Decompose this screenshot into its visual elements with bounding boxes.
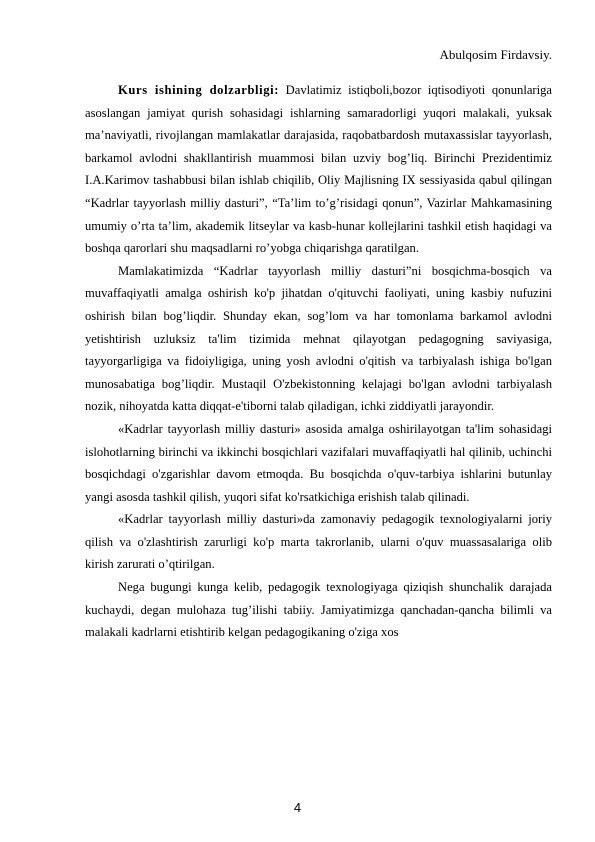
- page-number: 4: [293, 800, 302, 815]
- paragraph-text: Davlatimiz istiqboli,bozor iqtisodiyoti qonunlariga asoslangan jamiyat qurish sohasidagi ishlarning samaradorligi yuqori malakali, yuksak ma’naviyatli, rivojlangan mamlakatlar darajasida, raqobatbardosh mutaxassislar tayyorlash, barkamol avlodni shakllantirish muammosi bilan uzviy bog’liq. Birinchi Prezidentimiz I.A.Karimov tashabbusi bilan ishlab chiqilib, Oliy Majlisning IX sessiyasida qabul qilingan “Kadrlar tayyorlash milliy dasturi”, “Ta’lim to’g’risidagi qonun”, Vazirlar Mahkamasining umumiy o’rta ta’lim, akademik litseylar va kasb-hunar kollejlarini tashkil etish haqidagi va boshqa qarorlari shu maqsadlarni ro’yobga chiqarishga qaratilgan.: [85, 83, 552, 256]
- paragraph-relevance: [85, 79, 552, 260]
- paragraph: [85, 576, 552, 644]
- paragraph-lead: Kurs ishining dolzarbligi:: [118, 83, 280, 97]
- body-text: [85, 79, 552, 644]
- paragraph: [85, 260, 552, 418]
- paragraph: [85, 508, 552, 576]
- attribution: Abulqosim Firdavsiy.: [439, 47, 552, 62]
- paragraph-text: «Kadrlar tayyorlash milliy dasturi»da zamonaviy pedagogik texnologiyalarni joriy qilish va o'zlashtirish zarurligi ko'p marta takrorlanib, ularni o'quv muassasalariga olib kirish zarurati o’qtirilgan.: [85, 512, 552, 572]
- paragraph-text: Nega bugungi kunga kelib, pedagogik texnologiyaga qiziqish shunchalik darajada kuchaydi, degan mulohaza tug’ilishi tabiiy. Jamiyatimizga qanchadan-qancha bilimli va malakali kadrlarni etishtirib kelgan pedagogikaning o'ziga xos: [85, 580, 552, 640]
- paragraph: [85, 418, 552, 508]
- paragraph-text: «Kadrlar tayyorlash milliy dasturi» asosida amalga oshirilayotgan ta'lim sohasidagi islohotlarning birinchi va ikkinchi bosqichlari vazifalari muvaffaqiyatli hal qilinib, uchinchi bosqichdagi o'zgarishlar davom etmoqda. Bu bosqichda o'quv-tarbiya ishlarini butunlay yangi asosda tashkil qilish, yuqori sifat ko'rsatkichiga erishish talab qilinadi.: [85, 421, 552, 504]
- paragraph-text: Mamlakatimizda “Kadrlar tayyorlash milliy dasturi”ni bosqichma-bosqich va muvaffaqiyatli amalga oshirish ko'p jihatdan o'qituvchi faoliyati, uning kasbiy nufuzini oshirish bilan bog’liqdir. Shunday ekan, sog’lom va har tomonlama barkamol avlodni yetishtirish uzluksiz ta'lim tizimida mehnat qilayotgan pedagogning saviyasiga, tayyorgarligiga va fidoiyligiga, uning yosh avlodni o'qitish va tarbiyalash ishiga bo'lgan munosabatiga bog’liqdir. Mustaqil O'zbekistonning kelajagi bo'lgan avlodni tarbiyalash nozik, nihoyatda katta diqqat-e'tiborni talab qiladigan, ichki ziddiyatli jarayondir.: [85, 263, 552, 414]
